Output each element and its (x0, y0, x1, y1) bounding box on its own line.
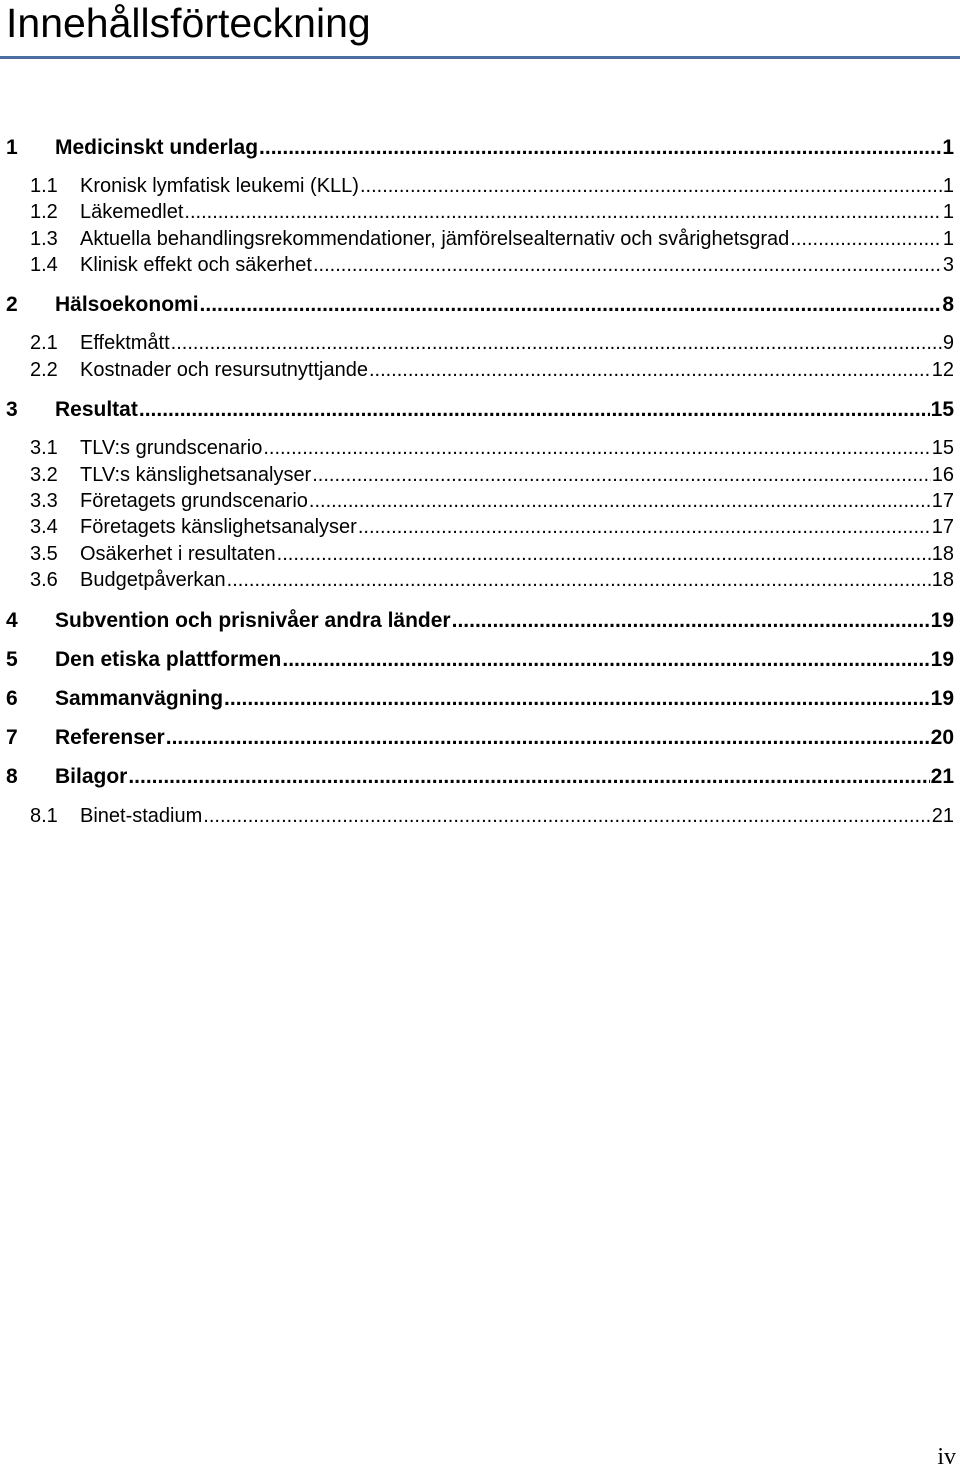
toc-entry[interactable] (0, 254, 960, 284)
toc-dot-leader (259, 136, 941, 160)
toc-entry-label: TLV:s känslighetsanalyser (80, 464, 312, 486)
toc-entry-number: 7 (6, 726, 18, 749)
page-title: Innehållsförteckning (6, 0, 371, 46)
toc-entry-label: Läkemedlet (80, 201, 184, 223)
toc-entry-number: 8.1 (30, 805, 58, 827)
toc-entry[interactable] (0, 437, 960, 467)
toc-entry[interactable] (0, 726, 960, 756)
toc-entry-label: Subvention och prisnivåer andra länder (55, 609, 451, 632)
toc-entry-number: 3.4 (30, 516, 58, 538)
toc-entry-page: 18 (931, 569, 954, 591)
toc-dot-leader (790, 228, 942, 251)
toc-entry[interactable] (0, 516, 960, 546)
toc-entry-label: Den etiska plattformen (55, 648, 282, 671)
toc-entry-number: 6 (6, 687, 18, 710)
toc-entry[interactable] (0, 648, 960, 678)
toc-entry-number: 1.4 (30, 254, 58, 276)
title-rule (0, 56, 960, 59)
toc-entry-page: 21 (931, 805, 954, 827)
toc-entry-number: 1 (6, 136, 18, 159)
toc-entry-page: 1 (942, 136, 954, 159)
toc-entry[interactable] (0, 687, 960, 717)
toc-entry-label: Referenser (55, 726, 165, 749)
toc-entry-page: 19 (930, 687, 954, 710)
toc-entry-number: 3.2 (30, 464, 58, 486)
toc-dot-leader (282, 648, 929, 672)
toc-entry-label: Effektmått (80, 332, 170, 354)
toc-dot-leader (166, 726, 930, 750)
toc-entry-page: 19 (930, 648, 954, 671)
toc-entry-page: 1 (942, 175, 954, 197)
toc-entry-number: 4 (6, 609, 18, 632)
toc-entry-number: 1.3 (30, 228, 58, 250)
page-number: iv (937, 1444, 956, 1470)
toc-dot-leader (360, 175, 942, 198)
toc-entry-page: 17 (931, 516, 954, 538)
toc-entry-label: Klinisk effekt och säkerhet (80, 254, 312, 276)
toc-entry-number: 3.6 (30, 569, 58, 591)
toc-dot-leader (369, 359, 931, 382)
toc-dot-leader (358, 516, 931, 539)
toc-entry-label: Resultat (55, 398, 138, 421)
toc-entry-label: Aktuella behandlingsrekommendationer, jämförelsealternativ och svårighetsgrad (80, 228, 790, 250)
toc-entry-label: Binet-stadium (80, 805, 203, 827)
toc-entry-label: Hälsoekonomi (55, 293, 199, 316)
toc-entry-number: 1.2 (30, 201, 58, 223)
toc-entry[interactable] (0, 136, 960, 166)
toc-dot-leader (200, 293, 942, 317)
toc-entry-page: 12 (931, 359, 954, 381)
toc-entry-page: 17 (931, 490, 954, 512)
toc-entry-page: 8 (942, 293, 954, 316)
toc-entry-page: 19 (930, 609, 954, 632)
toc-dot-leader (171, 332, 942, 355)
toc-dot-leader (263, 437, 930, 460)
toc-entry-number: 3.5 (30, 543, 58, 565)
toc-entry-label: Företagets känslighetsanalyser (80, 516, 357, 538)
toc-dot-leader (313, 254, 942, 277)
toc-entry-number: 1.1 (30, 175, 58, 197)
toc-entry-page: 1 (942, 201, 954, 223)
toc-entry[interactable] (0, 765, 960, 795)
toc-entry-number: 2.1 (30, 332, 58, 354)
toc-dot-leader (128, 765, 929, 789)
toc-entry[interactable] (0, 398, 960, 428)
toc-entry[interactable] (0, 332, 960, 362)
toc-entry-number: 3.3 (30, 490, 58, 512)
toc-dot-leader (452, 609, 930, 633)
toc-entry-label: Företagets grundscenario (80, 490, 308, 512)
toc-dot-leader (184, 201, 941, 224)
toc-entry[interactable] (0, 805, 960, 835)
toc-entry-number: 3 (6, 398, 18, 421)
toc-dot-leader (224, 687, 930, 711)
toc-entry-number: 3.1 (30, 437, 58, 459)
toc-dot-leader (227, 569, 931, 592)
toc-entry-label: Kronisk lymfatisk leukemi (KLL) (80, 175, 359, 197)
toc-entry-label: Osäkerhet i resultaten (80, 543, 276, 565)
toc-entry-label: Budgetpåverkan (80, 569, 226, 591)
toc-entry[interactable] (0, 293, 960, 323)
toc-entry[interactable] (0, 609, 960, 639)
toc-entry-number: 5 (6, 648, 18, 671)
toc-entry-page: 18 (931, 543, 954, 565)
toc-entry[interactable] (0, 201, 960, 231)
toc-entry-page: 15 (930, 398, 954, 421)
toc-entry-number: 8 (6, 765, 18, 788)
toc-entry[interactable] (0, 359, 960, 389)
toc-entry-page: 20 (930, 726, 954, 749)
toc-dot-leader (139, 398, 930, 422)
toc-dot-leader (312, 464, 931, 487)
toc-dot-leader (277, 543, 931, 566)
toc-dot-leader (203, 805, 930, 828)
toc-entry-page: 16 (931, 464, 954, 486)
toc-entry-page: 3 (942, 254, 954, 276)
toc-entry[interactable] (0, 569, 960, 599)
toc-entry-label: Bilagor (55, 765, 128, 788)
toc-entry-label: Sammanvägning (55, 687, 224, 710)
toc-entry-page: 21 (930, 765, 954, 788)
toc-entry-number: 2 (6, 293, 18, 316)
toc-entry-page: 9 (942, 332, 954, 354)
toc-entry-number: 2.2 (30, 359, 58, 381)
toc-entry-label: Medicinskt underlag (55, 136, 259, 159)
toc-dot-leader (309, 490, 931, 513)
toc-entry-page: 15 (931, 437, 954, 459)
toc-entry-label: TLV:s grundscenario (80, 437, 263, 459)
toc-entry-page: 1 (942, 228, 954, 250)
toc-entry-label: Kostnader och resursutnyttjande (80, 359, 368, 381)
